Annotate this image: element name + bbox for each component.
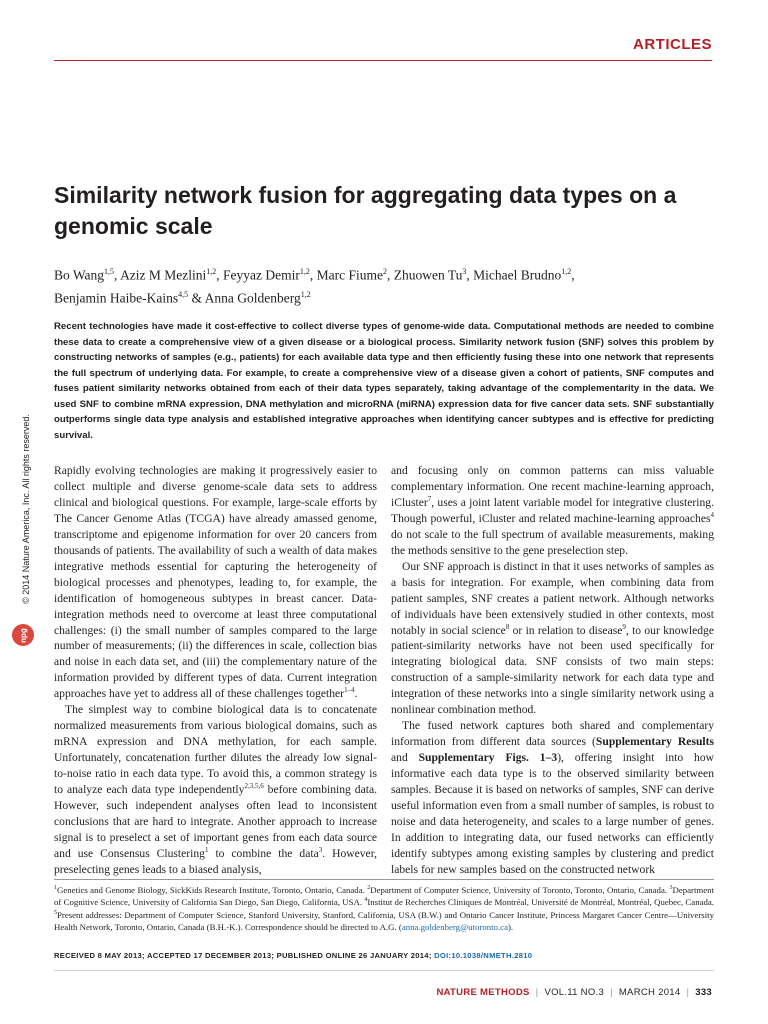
text-run: and focusing only on common patterns can miss valuable complementary information. One recent machine-learning approach, iCluster — [391, 464, 714, 509]
reference-citation[interactable]: 1 — [204, 846, 209, 855]
text-run: The fused network captures both shared and complementary information from different data sources ( — [391, 719, 714, 749]
separator: | — [686, 987, 690, 998]
author-name: Bo Wang — [54, 267, 105, 283]
author-list: Bo Wang$^{1,5}$, Aziz M Mezlini$^{1,2}$, Feyyaz Demir$^{1,2}$, Marc Fiume$^2$, Zhuowen Tu$^3$, Michael Brudno$^{1,2}$, Benjamin Haibe-Kains$^{4,5}$ & Anna Goldenberg$^{1,2}$ — [54, 267, 575, 305]
text-run: Our SNF approach is distinct in that it uses networks of samples as a basis for integration. For example, when combining data from patient samples, SNF creates a patient network. Although networks of individuals have been extensively studied in other contexts, most notably in social science — [391, 559, 714, 637]
supplementary-link[interactable]: Supplementary Figs. 1–3 — [418, 751, 558, 765]
text-run: The simplest way to combine biological data is to concatenate normalized measurements from various biological domains, such as mRNA expression and DNA methylation, for each sample. Unfortunately, concatenation further dilutes the already low signal-to-noise ratio in each data type. To avoid this, a common strategy is to analyze each data type independently — [54, 703, 377, 797]
affiliation: Present addresses: Department of Computer Science, Stanford University, Stanford, California, USA (B.W.) and Ontario Cancer Institute, Princess Margaret Cancer Centre—University Health Network, Toronto, Ontario, Canada (B.H.-K.). Correspondence should be directed to A.G. ( — [54, 909, 714, 933]
publication-history — [54, 951, 714, 960]
author-name: Benjamin Haibe-Kains — [54, 290, 179, 305]
author-affiliation: 1,2 — [300, 289, 311, 299]
journal-name: NATURE METHODS — [436, 987, 530, 998]
text-run: Rapidly evolving technologies are making it progressively easier to collect multiple and diverse genome-scale data sets to address clinical and biological questions. For example, large-scale efforts by The Cancer Genome Atlas (TCGA) have already amassed genome, transcriptome and epigenome information for over 20 cancers from thousands of patients. The availability of such a wealth of data makes integrative methods essential for capturing the heterogeneity of biological processes and phenotypes, leading to, for example, the identification of homogeneous subtypes in breast cancer. Data-integration methods need to overcome at least three computational challenges: (i) the small number of samples compared to the large number of measurements; (ii) the differences in scale, collection bias and noise in each data set, and (iii) the complementary nature of the information provided by different types of data. Current integration approaches have yet to address all of these challenges together — [54, 464, 377, 701]
affiliation: Department of Computer Science, University of Toronto, Toronto, Ontario, Canada. — [370, 885, 668, 895]
affiliation: Institut de Recherches Cliniques de Montréal, Université de Montréal, Montréal, Quebec, Canada. — [367, 897, 714, 908]
reference-citation[interactable]: 2,3,5,6 — [244, 782, 264, 791]
text-run: , uses a joint latent variable model for integrative clustering. Though powerful, iCluster and related machine-learning approaches — [391, 495, 714, 525]
reference-citation[interactable]: 8 — [505, 622, 510, 631]
paragraph — [54, 463, 377, 702]
author-name: Anna Goldenberg — [204, 290, 301, 305]
article-title: Similarity network fusion for aggregating data types on a genomic scale — [54, 182, 677, 239]
volume-issue: VOL.11 NO.3 — [544, 987, 605, 998]
author-affiliation: 1,5 — [104, 267, 115, 276]
author-affiliation: 1,2 — [299, 267, 310, 276]
affiliation-footnotes: $^1$Genetics and Genome Biology, SickKids Research Institute, Toronto, Ontario, Canada. $^2$Department of Computer Science, University of Toronto, Toronto, Ontario, Canada. $^3$Department of Cognitive Science, University of California San Diego, San Diego, California, USA. $^4$Institut de Recherches Cliniques de Montréal, Université de Montréal, Montréal, Quebec, Canada. $^5$Present addresses: Department of Computer Science, Stanford University, Stanford, California, USA (B.W.) and Ontario Cancer Institute, Princess Margaret Cancer Centre—University Health Network, Toronto, Ontario, Canada (B.H.-K.). Correspondence should be directed to A.G. (anna.goldenberg@utoronto.ca). — [54, 885, 714, 933]
body-column-left — [54, 463, 377, 878]
paragraph — [391, 718, 714, 878]
footnote-rule — [54, 879, 714, 880]
reference-citation[interactable]: 7 — [427, 495, 432, 504]
page-number: 333 — [695, 987, 712, 998]
copyright-text: © 2014 Nature America, Inc. All rights reserved. — [21, 414, 31, 604]
paragraph — [54, 702, 377, 877]
author-affiliation: 2 — [383, 267, 388, 276]
affiliation: Department of Cognitive Science, University of California San Diego, San Diego, California, USA. — [54, 885, 714, 908]
text-run: ). — [507, 922, 514, 933]
author-affiliation: 1,2 — [206, 267, 217, 276]
issue-date: MARCH 2014 — [618, 987, 681, 998]
footer-rule — [54, 970, 714, 971]
author-name: Marc Fiume — [316, 267, 384, 283]
paragraph — [391, 559, 714, 719]
author-name: Feyyaz Demir — [223, 267, 300, 283]
paragraph — [391, 463, 714, 559]
author-affiliation: 3 — [462, 267, 467, 276]
header-rule — [54, 60, 712, 61]
text-run: , to our knowledge patient-similarity networks have not been used specifically for integrating biological data. SNF consists of two main steps: construction of a sample-similarity network for each data type and integration of these networks into a single similarity network using a nonlinear combination method. — [391, 623, 714, 717]
author-affiliation: 4,5 — [178, 289, 189, 299]
text-run: and — [391, 751, 408, 765]
page-footer — [436, 987, 712, 998]
doi-link[interactable]: DOI:10.1038/NMETH.2810 — [434, 951, 533, 960]
text-run: or in relation to disease — [512, 623, 623, 637]
abstract: Recent technologies have made it cost-effective to collect diverse types of genome-wide data. Computational methods are needed to combine these data to create a comprehensive view of a given disease or a biological process. Similarity network fusion (SNF) solves this problem by constructing networks of samples (e.g., patients) for each available data type and then efficiently fusing these into one network that represents the full spectrum of underlying data. For example, to create a comprehensive view of a disease given a cohort of patients, SNF computes and fuses patient similarity networks obtained from each of their data types separately, taking advantage of the complementarity in the data. We used SNF to combine mRNA expression, DNA methylation and microRNA (miRNA) expression data for five cancer data sets. SNF substantially outperforms single data type analysis and established integrative approaches when identifying cancer subtypes and is effective for predicting survival. — [54, 321, 714, 441]
supplementary-link[interactable]: Supplementary Results — [595, 735, 715, 749]
separator: | — [535, 987, 539, 998]
author-affiliation: 1,2 — [561, 267, 572, 276]
section-label: ARTICLES — [633, 36, 712, 53]
reference-citation[interactable]: 4 — [710, 511, 714, 519]
author-name: Michael Brudno — [473, 267, 562, 283]
npg-logo-text: npg — [18, 627, 28, 643]
text-run: before combining data. However, such independent analyses often lead to inconsistent conclusions that are hard to integrate. Another approach to increase signal is to preselect a set of important genes from each data source and use Consensus Clustering — [54, 783, 377, 860]
text-run: . — [354, 687, 358, 701]
copyright-notice — [20, 360, 32, 660]
reference-citation[interactable]: 1–4 — [344, 686, 355, 695]
received-dates: RECEIVED 8 MAY 2013; ACCEPTED 17 DECEMBER 2013; PUBLISHED ONLINE 26 JANUARY 2014; — [54, 951, 432, 960]
body-column-right — [391, 463, 714, 878]
author-name: Zhuowen Tu — [393, 267, 463, 283]
reference-citation[interactable]: 9 — [622, 622, 626, 631]
separator: | — [610, 987, 613, 998]
text-run: . However, preselecting genes leads to a biased analysis, — [54, 846, 377, 876]
text-run: to combine the data — [215, 846, 319, 860]
reference-citation[interactable]: 3 — [318, 846, 323, 855]
npg-logo-icon — [12, 624, 34, 646]
author-name: Aziz M Mezlini — [120, 267, 207, 283]
text-run: do not scale to the full spectrum of available measurements, making the methods sensitive to the gene preselection step. — [391, 527, 714, 557]
affiliation: Genetics and Genome Biology, SickKids Research Institute, Toronto, Ontario, Canada. — [57, 885, 365, 895]
correspondence-email-link[interactable]: anna.goldenberg@utoronto.ca — [401, 922, 508, 933]
text-run: ), offering insight into how informative each data type is to the observed similarity between samples. Because it is based on networks of samples, SNF can derive useful information even from a small number of samples, is robust to noise and data heterogeneity, and scales to a large number of genes. In addition to integrating data, our fused networks can efficiently identify subtypes among existing samples by clustering and predict labels for new samples based on the constructed network — [391, 751, 714, 876]
